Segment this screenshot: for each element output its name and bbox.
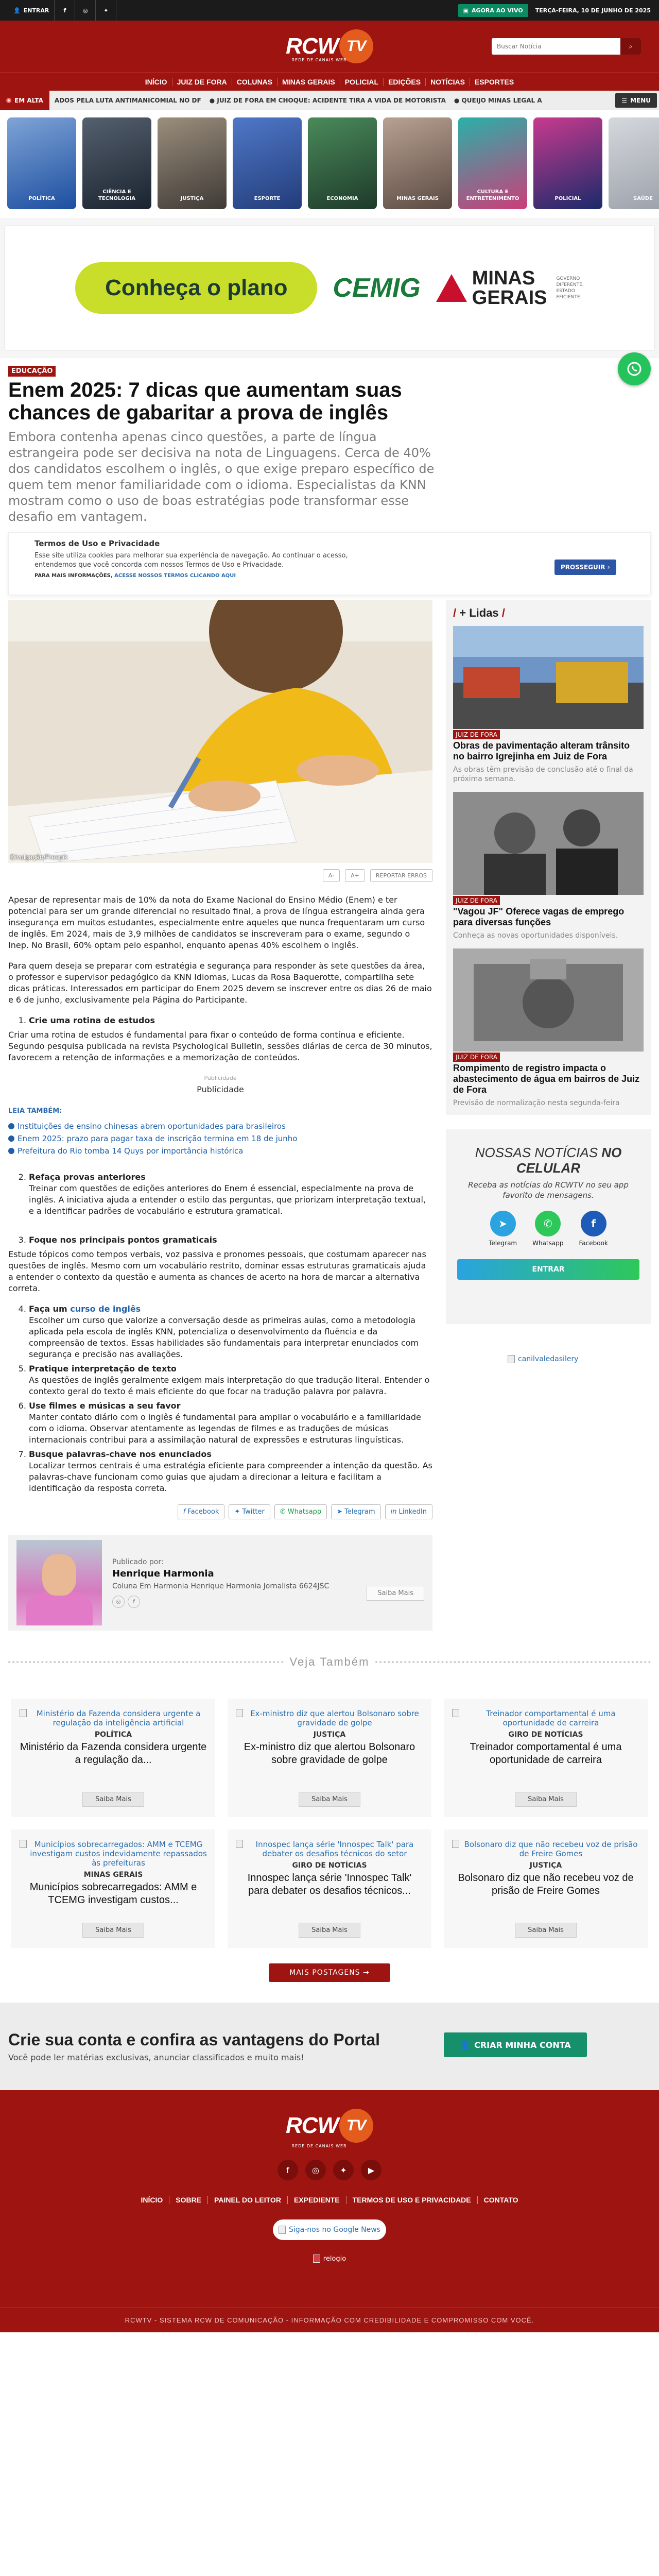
logo-rcw: RCW: [285, 33, 339, 59]
share-facebook-button[interactable]: [178, 1504, 225, 1519]
copyright: RCWTV - SISTEMA RCW DE COMUNICAÇÃO - INFORMAÇÃO COM CREDIBILIDADE E COMPROMISSO COM VOCÊ.: [0, 2308, 659, 2332]
broken-image-icon: [452, 1840, 459, 1848]
related-link[interactable]: [8, 1145, 432, 1157]
sidebar-card-image: [453, 792, 644, 895]
sidebar-card-title: "Vagou JF" Oferece vagas de emprego para diversas funções: [453, 906, 625, 927]
sidebar-card[interactable]: [446, 944, 651, 1115]
category-card[interactable]: [458, 117, 527, 209]
mg-word1: MINAS: [472, 267, 535, 289]
linkedin-icon: in: [390, 1508, 397, 1516]
sidebar-card-image: [453, 948, 644, 1052]
category-carousel: [0, 110, 659, 218]
instagram-icon[interactable]: ◎: [305, 2160, 326, 2180]
footer-link[interactable]: SOBRE: [169, 2196, 207, 2204]
nav-policial[interactable]: POLICIAL: [340, 78, 383, 86]
related-link[interactable]: [8, 1132, 432, 1145]
footer-link[interactable]: INÍCIO: [141, 2196, 163, 2204]
logo-tv: TV: [339, 29, 373, 63]
author-pub-label: Publicado por:: [112, 1557, 164, 1566]
sidebar-card-desc: Conheça as novas oportunidades disponíveis.: [453, 931, 618, 940]
bullet-icon: [8, 1123, 14, 1129]
footer-link[interactable]: EXPEDIENTE: [287, 2196, 346, 2204]
hamburger-icon: ☰: [621, 96, 628, 104]
user-icon: 👤: [13, 7, 21, 14]
share-label: Facebook: [187, 1508, 219, 1516]
related-card-more-button[interactable]: Saiba Mais: [82, 1792, 144, 1807]
related-card-title[interactable]: Bolsonaro diz que não recebeu voz de prisão de Freire Gomes: [458, 1872, 634, 1896]
more-posts-button[interactable]: MAIS POSTAGENS →: [269, 1963, 390, 1982]
related-card-more-button[interactable]: Saiba Mais: [82, 1923, 144, 1938]
related-card-image[interactable]: [236, 1840, 423, 1858]
article-column: [8, 600, 432, 1519]
category-card[interactable]: [609, 117, 659, 209]
article-tools: [8, 869, 432, 882]
subheading: Crie uma rotina de estudos: [29, 1015, 155, 1025]
share-label: Telegram: [344, 1508, 375, 1516]
subheading: Pratique interpretação de texto: [29, 1364, 177, 1374]
channel-label: Whatsapp: [532, 1240, 564, 1247]
ticker-item[interactable]: ● JUIZ DE FORA EM CHOQUE: ACIDENTE TIRA A VIDA DE MOTORISTA: [209, 96, 446, 104]
broken-image-icon: [20, 1840, 27, 1848]
broken-image-icon: [20, 1709, 27, 1717]
ad-banner[interactable]: [5, 226, 654, 350]
nav-minas-gerais[interactable]: MINAS GERAIS: [277, 78, 340, 86]
see-also-title: Veja Também: [289, 1655, 370, 1668]
bullet-icon: [8, 1148, 14, 1154]
category-card[interactable]: [82, 117, 151, 209]
ad-label-small: Publicidade: [204, 1075, 237, 1081]
date-label: TERÇA-FEIRA, 10 DE JUNHO DE 2025: [535, 7, 651, 14]
minas-gerais-logo: [436, 268, 584, 308]
related-card-image[interactable]: [20, 1709, 207, 1727]
category-label: MINAS GERAIS: [396, 196, 439, 201]
ad-cta: Conheça o plano: [75, 262, 317, 314]
report-error-button[interactable]: REPORTAR ERROS: [370, 869, 432, 882]
related-card-title[interactable]: Municípios sobrecarregados: AMM e TCEMG investigam custos...: [29, 1882, 197, 1906]
menu-label: MENU: [630, 96, 651, 104]
related-card-image-alt: Treinador comportamental é uma oportunidade de carreira: [486, 1709, 616, 1727]
twitter-icon: ✦: [234, 1508, 240, 1516]
related-card[interactable]: [11, 1829, 215, 1948]
category-label: ECONOMIA: [326, 196, 358, 201]
newsletter-title-a: NOSSAS NOTÍCIAS: [475, 1145, 602, 1160]
menu-button[interactable]: [615, 93, 657, 108]
broken-image-icon: [313, 2255, 320, 2263]
login-label: ENTRAR: [23, 7, 49, 14]
youtube-icon[interactable]: ▶: [361, 2160, 381, 2180]
newsletter-title: [457, 1145, 639, 1176]
logo-rcw: RCW: [285, 2113, 339, 2138]
font-increase-button[interactable]: A+: [345, 869, 365, 882]
paragraph: Estude tópicos como tempos verbais, voz passiva e pronomes pessoais, que costumam aparecer nas questões de inglês. Mesmo com um vocabulário restrito, dominar essas estruturas gramaticais ajuda a entender o contexto da questão e aumenta as chances de acerto na hora de marcar a alternativa correta.: [8, 1249, 426, 1293]
related-link[interactable]: [8, 1120, 432, 1132]
related-card[interactable]: [444, 1829, 648, 1948]
google-news-button[interactable]: [273, 2219, 386, 2240]
related-title: LEIA TAMBÉM:: [8, 1107, 62, 1115]
paragraph: Escolher um curso que valorize a conversação desde as primeiras aulas, como a metodologia aplicada pela escola de inglês KNN, potencializa o desenvolvimento da fluência e da compreensão de textos. Essas habilidades são fundamentais para interpretar enunciados com segurança e precisão nas avaliações.: [29, 1315, 419, 1359]
article-lead: Embora contenha apenas cinco questões, a parte de língua estrangeira pode ser decisiva na nota de Linguagens. Cerca de 40% dos candidatos escolhem o inglês, o que exige preparo específico de quem tem menor familiaridade com o idioma. Especialistas da KNN mostram como o uso de boas estratégias pode transformar esse desafio em vantagem.: [8, 430, 435, 524]
bullet-icon: [8, 1136, 14, 1142]
sidebar-card-title: Obras de pavimentação alteram trânsito no bairro Igrejinha em Juiz de Fora: [453, 740, 630, 761]
twitter-icon[interactable]: ✦: [333, 2160, 354, 2180]
related-card-category: GIRO DE NOTÍCIAS: [508, 1731, 583, 1739]
related-card-category: POLÍTICA: [94, 1731, 132, 1739]
article-title: Enem 2025: 7 dicas que aumentam suas chances de gabaritar a prova de inglês: [8, 379, 402, 424]
twitter-icon[interactable]: ✦: [96, 0, 116, 21]
author-more-button[interactable]: Saiba Mais: [367, 1586, 424, 1601]
whatsapp-icon: ✆: [535, 1211, 561, 1236]
subheading: Refaça provas anteriores: [29, 1172, 146, 1182]
related-card-more-button[interactable]: Saiba Mais: [299, 1923, 360, 1938]
article-body: [8, 894, 432, 1494]
triangle-icon: [436, 274, 467, 302]
related-card[interactable]: [11, 1699, 215, 1817]
student-writing-illustration: [8, 600, 432, 863]
ticker-item[interactable]: ● QUEIJO MINAS LEGAL A: [454, 96, 542, 104]
related-card-image-alt: Innospec lança série 'Innospec Talk' para debater os desafios técnicos do setor: [255, 1840, 414, 1858]
mg-sub: GOVERNO: [556, 276, 580, 281]
telegram-icon: ➤: [337, 1508, 343, 1516]
newsletter-title-b: NO CELULAR: [516, 1145, 622, 1176]
channel-label: Telegram: [489, 1240, 517, 1247]
logo-tagline: REDE DE CANAIS WEB: [291, 58, 347, 62]
instagram-icon[interactable]: ◎: [75, 0, 96, 21]
subheading: Busque palavras-chave nos enunciados: [29, 1449, 212, 1459]
related-card[interactable]: [228, 1699, 431, 1817]
footer-link[interactable]: CONTATO: [477, 2196, 525, 2204]
broken-image-icon: [452, 1709, 459, 1717]
channel-list: [457, 1211, 639, 1247]
channel-label: Facebook: [579, 1240, 608, 1247]
newsletter-box: [446, 1129, 651, 1324]
nav-inicio[interactable]: INÍCIO: [145, 77, 167, 86]
cookie-more: PARA MAIS INFORMAÇÕES,: [34, 573, 115, 579]
category-label: POLÍTICA: [28, 196, 55, 201]
paragraph: Para quem deseja se preparar com estratégia e segurança para responder às sete questões da área, o professor e supervisor pedagógico da KNN Idiomas, Lucas da Rosa Baquerotte, compartilha sete dicas práticas. Interessados em participar do Enem 2025 devem se inscrever entre os dias 26 de maio e 6 de junho, exclusivamente pela Página do Participante.: [8, 961, 432, 1005]
mg-sub: ESTADO: [556, 289, 575, 294]
broken-image-icon: [236, 1840, 243, 1848]
subheading: Faça um: [29, 1304, 71, 1314]
related-card-more-button[interactable]: Saiba Mais: [515, 1792, 577, 1807]
related-card-image[interactable]: [452, 1709, 639, 1727]
footer-tagline: REDE DE CANAIS WEB: [291, 2144, 347, 2148]
related-card[interactable]: [444, 1699, 648, 1817]
share-label: Whatsapp: [287, 1508, 322, 1516]
account-cta-text: Você pode ler matérias exclusivas, anunciar classificados e muito mais!: [8, 2053, 304, 2062]
telegram-channel[interactable]: [489, 1211, 517, 1247]
related-link-text: Instituições de ensino chinesas abrem oportunidades para brasileiros: [18, 1122, 286, 1131]
related-card-category: JUSTIÇA: [313, 1731, 346, 1739]
google-news-label: Siga-nos no Google News: [288, 2226, 380, 2234]
related-card-image-alt: Bolsonaro diz que não recebeu voz de prisão de Freire Gomes: [464, 1840, 638, 1858]
category-label: ESPORTE: [254, 196, 281, 201]
share-telegram-button[interactable]: [331, 1504, 380, 1519]
newsletter-enter-button[interactable]: ENTRAR: [457, 1259, 639, 1280]
facebook-channel[interactable]: [579, 1211, 608, 1247]
newsletter-text: Receba as notícias do RCWTV no seu app favorito de mensagens.: [468, 1180, 629, 1200]
article-header: [0, 358, 659, 525]
facebook-icon[interactable]: f: [55, 0, 75, 21]
category-label: POLICIAL: [554, 196, 581, 201]
logo-tv: TV: [339, 2109, 373, 2143]
share-whatsapp-button[interactable]: [274, 1504, 327, 1519]
paragraph: Manter contato diário com o inglês é fundamental para ampliar o vocabulário e a familiaridade com o idioma. Observar atentamente as legendas de filmes e as traduções de músicas internacionais contribui para a assimilação natural de expressões e estruturas linguísticas.: [29, 1412, 421, 1445]
search-icon[interactable]: ⌕: [620, 38, 641, 55]
related-link-text: Enem 2025: prazo para pagar taxa de inscrição termina em 18 de junho: [18, 1134, 298, 1143]
ad-label: Publicidade: [197, 1084, 244, 1094]
related-card-more-button[interactable]: Saiba Mais: [299, 1792, 360, 1807]
facebook-icon: f: [581, 1211, 606, 1236]
related-card-image-alt: Ministério da Fazenda considera urgente a regulação da inteligência artificial: [36, 1709, 201, 1727]
category-card[interactable]: [158, 117, 227, 209]
sidebar-card-desc: Previsão de normalização nesta segunda-feira: [453, 1099, 620, 1107]
sidebar-card-tag: JUIZ DE FORA: [453, 730, 500, 739]
cookie-accept-label: PROSSEGUIR: [561, 564, 605, 571]
see-also-header: [8, 1655, 651, 1669]
cemig-logo: CEMIG: [333, 273, 421, 303]
whatsapp-channel[interactable]: [532, 1211, 563, 1247]
ticker-item[interactable]: ADOS PELA LUTA ANTIMANICOMIAL NO DF: [54, 96, 201, 104]
subheading: Foque nos principais pontos gramaticais: [29, 1235, 217, 1245]
cookie-accept-button[interactable]: PROSSEGUIR ›: [554, 560, 616, 575]
see-also-grid: [11, 1699, 648, 1948]
category-label: JUSTIÇA: [180, 196, 204, 201]
account-cta-title: Crie sua conta e confira as vantagens do Portal: [8, 2030, 380, 2049]
telegram-icon: ➤: [490, 1211, 516, 1236]
sidebar-ad-image[interactable]: [508, 1355, 651, 1363]
live-label: AGORA AO VIVO: [472, 7, 523, 14]
share-linkedin-button[interactable]: [385, 1504, 432, 1519]
share-bar: [8, 1504, 432, 1519]
nav-edicoes[interactable]: EDIÇÕES: [383, 78, 425, 86]
create-account-button[interactable]: [444, 2032, 587, 2057]
font-decrease-button[interactable]: A-: [323, 869, 340, 882]
trending-ticker: [0, 91, 659, 110]
clock-widget: [0, 2255, 659, 2263]
footer-logo[interactable]: [0, 2109, 659, 2143]
footer-link[interactable]: TERMOS DE USO E PRIVACIDADE: [346, 2196, 477, 2204]
paragraph: Treinar com questões de edições anteriores do Enem é essencial, especialmente na prova de inglês. A iniciativa ajuda a entender o estilo das perguntas, que priorizam interpretação textual, e a identificar padrões de vocabulário e estrutura gramatical.: [29, 1183, 426, 1216]
broken-image-icon: [508, 1355, 515, 1363]
related-links: [8, 1106, 432, 1157]
category-card[interactable]: [383, 117, 452, 209]
category-card[interactable]: [233, 117, 302, 209]
related-card-title[interactable]: Ministério da Fazenda considera urgente a regulação da...: [20, 1741, 207, 1766]
sidebar: [446, 600, 651, 1519]
paragraph: As questões de inglês geralmente exigem mais interpretação do que tradução literal. Entender o contexto geral do texto é mais eficiente do que focar na tradução palavra por palavra.: [29, 1375, 430, 1396]
sidebar-card-tag: JUIZ DE FORA: [453, 896, 500, 905]
main-nav: [0, 72, 659, 91]
share-label: Twitter: [242, 1508, 265, 1516]
related-card-category: MINAS GERAIS: [83, 1871, 143, 1879]
site-header: [0, 21, 659, 72]
sidebar-card-desc: As obras têm previsão de conclusão até o final da próxima semana.: [453, 766, 633, 783]
instagram-icon[interactable]: ◎: [112, 1596, 125, 1608]
cookie-banner: [8, 532, 651, 595]
mg-word2: GERAIS: [472, 287, 547, 309]
user-plus-icon: 👤: [460, 2040, 471, 2050]
create-account-label: CRIAR MINHA CONTA: [474, 2040, 571, 2050]
related-card-image[interactable]: [236, 1709, 423, 1727]
category-card[interactable]: [533, 117, 602, 209]
subheading: Use filmes e músicas a seu favor: [29, 1401, 181, 1411]
category-label: SAÚDE: [633, 196, 653, 201]
trending-label-text: EM ALTA: [14, 96, 43, 104]
tv-icon: ▣: [463, 7, 469, 14]
related-link-text: Prefeitura do Rio tomba 14 Quys por importância histórica: [18, 1146, 244, 1156]
ad-area: [0, 218, 659, 358]
course-link[interactable]: curso de inglês: [70, 1304, 141, 1314]
sidebar-card-tag: JUIZ DE FORA: [453, 1053, 500, 1062]
related-card-category: JUSTIÇA: [529, 1861, 562, 1870]
sidebar-card-image: [453, 626, 644, 729]
related-card-image[interactable]: [20, 1840, 207, 1868]
facebook-icon[interactable]: f: [278, 2160, 298, 2180]
sidebar-title: Lidas: [469, 606, 499, 619]
account-cta: [0, 2003, 659, 2090]
share-label: LinkedIn: [398, 1508, 427, 1516]
nav-colunas[interactable]: COLUNAS: [232, 78, 277, 86]
facebook-icon[interactable]: f: [128, 1596, 140, 1608]
related-card[interactable]: [228, 1829, 431, 1948]
related-card-title[interactable]: Innospec lança série 'Innospec Talk' para debater os desafios técnicos...: [247, 1872, 412, 1896]
share-twitter-button[interactable]: [229, 1504, 270, 1519]
category-label: CIÊNCIA E TECNOLOGIA: [98, 189, 136, 201]
related-card-image[interactable]: [452, 1840, 639, 1858]
nav-juiz-de-fora[interactable]: JUIZ DE FORA: [172, 78, 232, 86]
clock-alt: relogio: [323, 2255, 346, 2263]
login-link[interactable]: [8, 0, 55, 21]
article-hero-image: [8, 600, 432, 863]
live-dot-icon: [6, 98, 11, 103]
sidebar-card[interactable]: [446, 788, 651, 944]
avatar: [16, 1540, 102, 1625]
related-card-image-alt: Municípios sobrecarregados: AMM e TCEMG investigam custos indevidamente repassados às prefeituras: [30, 1840, 207, 1868]
sidebar-card[interactable]: [446, 626, 651, 788]
trending-label: [0, 91, 49, 110]
broken-image-icon: [236, 1709, 243, 1717]
live-button[interactable]: [458, 4, 528, 17]
cookie-text: Esse site utiliza cookies para melhorar sua experiência de navegação. Ao continuar o acesso, entendemos que você concorda com nossos Termos de Uso e Privacidade.: [34, 552, 348, 569]
whatsapp-icon: ✆: [280, 1508, 286, 1516]
sidebar-ad-alt: canilvaledasilery: [518, 1355, 579, 1363]
category-card[interactable]: [7, 117, 76, 209]
related-card-image-alt: Ex-ministro diz que alertou Bolsonaro sobre gravidade de golpe: [250, 1709, 419, 1727]
cookie-terms-link[interactable]: ACESSE NOSSOS TERMOS CLICANDO AQUI: [114, 573, 236, 579]
cookie-title: Termos de Uso e Privacidade: [34, 539, 160, 548]
related-card-category: GIRO DE NOTÍCIAS: [292, 1861, 367, 1870]
author-name[interactable]: Henrique Harmonia: [112, 1568, 214, 1579]
category-label: CULTURA E ENTRETENIMENTO: [466, 189, 519, 201]
image-caption: Divulgação/Freepik: [10, 853, 68, 861]
author-box: [8, 1535, 432, 1631]
section-tag[interactable]: EDUCAÇÃO: [8, 366, 56, 377]
broken-image-icon: [279, 2226, 286, 2234]
facebook-icon: f: [183, 1508, 186, 1516]
nav-esportes[interactable]: ESPORTES: [470, 78, 518, 86]
nav-noticias[interactable]: NOTÍCIAS: [425, 78, 470, 86]
search-input[interactable]: [492, 38, 641, 55]
paragraph: Criar uma rotina de estudos é fundamental para fixar o conteúdo de forma contínua e eficiente. Segundo pesquisa publicada na revista Psychological Bulletin, sessões diárias de cerca de 30 minutos, favorecem a retenção de informações e a memorização de conteúdos.: [8, 1030, 432, 1062]
related-card-title[interactable]: Ex-ministro diz que alertou Bolsonaro sobre gravidade de golpe: [244, 1741, 415, 1766]
category-card[interactable]: [308, 117, 377, 209]
related-card-title[interactable]: Treinador comportamental é uma oportunidade de carreira: [470, 1741, 622, 1766]
sidebar-heading: / + Lidas /: [446, 600, 651, 626]
search-placeholder: Buscar Notícia: [497, 43, 542, 50]
mg-sub: DIFERENTE.: [556, 282, 584, 287]
mg-sub: EFICIENTE.: [556, 295, 582, 300]
related-card-more-button[interactable]: Saiba Mais: [515, 1923, 577, 1938]
paragraph: Localizar termos centrais é uma estratégia eficiente para compreender a intenção da questão. As palavras-chave funcionam como guias que ajudam a direcionar a leitura e facilitam a identificação da resposta correta.: [29, 1461, 432, 1493]
author-bio: Coluna Em Harmonia Henrique Harmonia Jornalista 6624JSC: [112, 1582, 330, 1590]
top-bar: [0, 0, 659, 21]
sidebar-card-title: Rompimento de registro impacta o abastecimento de água em bairros de Juiz de Fora: [453, 1063, 640, 1095]
paragraph: Apesar de representar mais de 10% da nota do Exame Nacional do Ensino Médio (Enem) e ter potencial para ser um grande diferencial no resultado final, a prova de língua estrangeira ainda gera insegurança em muitos estudantes, especialmente entre aqueles que nunca frequentaram um curso de inglês. Em 2024, mais de 3,9 milhões de candidatos se inscreveram para o exame, segundo o Inep. No Brasil, 60% optam pelo espanhol, enquanto apenas 40% escolhem o inglês.: [8, 895, 425, 950]
whatsapp-float-icon[interactable]: [618, 352, 651, 385]
site-footer: [0, 2090, 659, 2332]
footer-link[interactable]: PAINEL DO LEITOR: [207, 2196, 287, 2204]
